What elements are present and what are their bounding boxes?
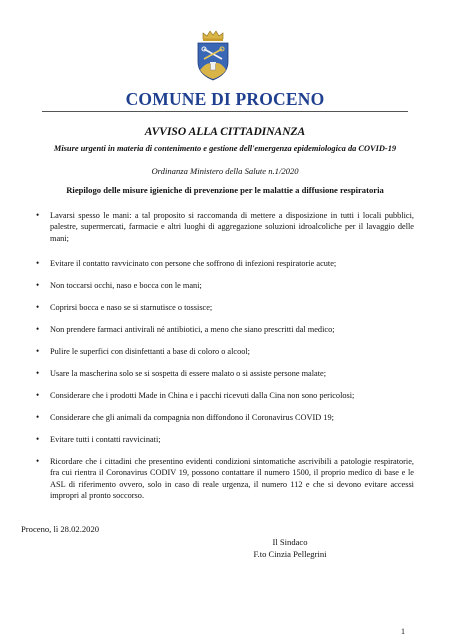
measure-text: Coprirsi bocca e naso se si starnutisce o tossisce; xyxy=(50,303,213,312)
page-number: 1 xyxy=(401,627,405,636)
measure-text: Lavarsi spesso le mani: a tal proposito si raccomanda di mettere a disposizione in tutti i locali pubblici, palestre, supermercati, farmacie e altri luoghi di aggregazione soluzioni idroalcoliche per il lavaggio delle mani; xyxy=(50,211,414,243)
measure-text: Evitare tutti i contatti ravvicinati; xyxy=(50,435,161,444)
signature-block xyxy=(225,537,355,560)
bullet-icon: • xyxy=(36,390,40,400)
bullet-icon: • xyxy=(36,346,40,356)
bullet-icon: • xyxy=(36,324,40,334)
signer-name: F.to Cinzia Pellegrini xyxy=(253,548,327,559)
measure-text: Evitare il contatto ravvicinato con persone che soffrono di infezioni respiratorie acute; xyxy=(50,259,337,268)
measure-text: Non prendere farmaci antivirali né antibiotici, a meno che siano prescritti dal medico; xyxy=(50,325,335,334)
coat-of-arms-icon xyxy=(193,30,233,82)
bullet-icon: • xyxy=(36,434,40,444)
measure-text: Usare la mascherina solo se si sospetta di essere malato o si assiste persone malate; xyxy=(50,369,327,378)
bullet-icon: • xyxy=(36,258,40,268)
measure-text: Considerare che gli animali da compagnia non diffondono il Coronavirus COVID 19; xyxy=(50,413,334,422)
bullet-icon: • xyxy=(36,210,40,220)
bullet-icon: • xyxy=(36,412,40,422)
measure-text: Pulire le superfici con disinfettanti a base di coloro o alcool; xyxy=(50,347,250,356)
measure-text: Ricordare che i cittadini che presentino evidenti condizioni sintomatiche ascrivibili a patologie respiratorie, fra cui rientra il Coronavirus CODIV 19, possono contattare il numero 1500, il proprio medico di base e le ASL di riferimento ovvero, solo in caso di reale urgenza, il numero 112 e che si devono evitare accessi impropri al pronto soccorso. xyxy=(50,457,414,501)
municipality-title: COMUNE DI PROCENO xyxy=(125,89,325,109)
measure-text: Non toccarsi occhi, naso e bocca con le mani; xyxy=(50,281,202,290)
bullet-icon: • xyxy=(36,368,40,378)
place-and-date: Proceno, lì 28.02.2020 xyxy=(21,524,100,534)
title-divider xyxy=(42,111,408,112)
measure-text: Considerare che i prodotti Made in China e i pacchi ricevuti dalla Cina non sono pericolosi; xyxy=(50,391,355,400)
signer-role: Il Sindaco xyxy=(272,537,308,547)
notice-heading: AVVISO ALLA CITTADINANZA xyxy=(144,126,306,138)
bullet-icon: • xyxy=(36,280,40,290)
notice-subject: Misure urgenti in materia di contenimento e gestione dell'emergenza epidemiologica da COVID-19 xyxy=(53,144,397,153)
ordinance-reference: Ordinanza Ministero della Salute n.1/2020 xyxy=(151,166,299,176)
bullet-icon: • xyxy=(36,456,40,466)
bullet-icon: • xyxy=(36,302,40,312)
summary-title: Riepilogo delle misure igieniche di prevenzione per le malattie a diffusione respiratoria xyxy=(66,185,384,195)
